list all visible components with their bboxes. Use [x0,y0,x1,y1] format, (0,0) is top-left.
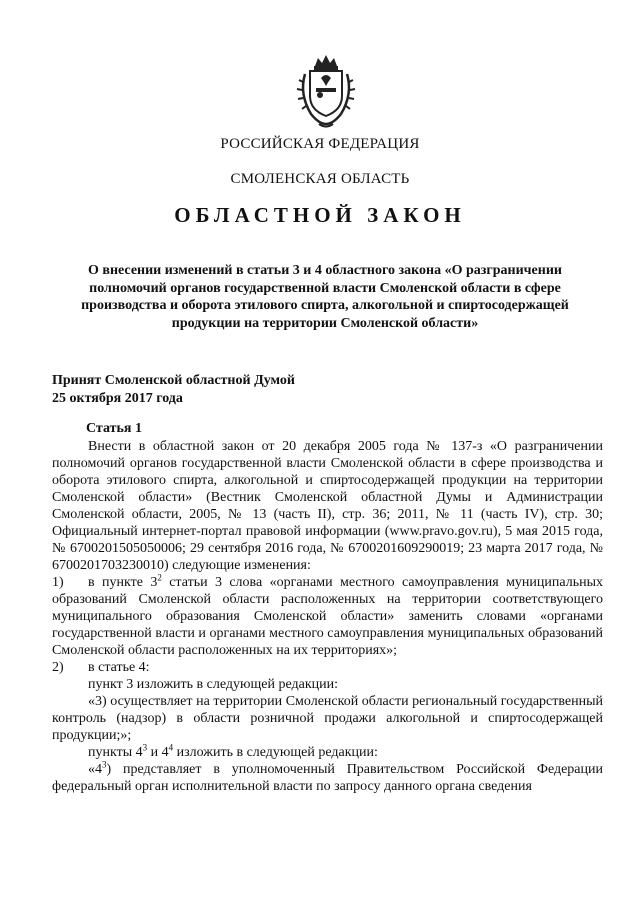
region-name: СМОЛЕНСКАЯ ОБЛАСТЬ [230,171,410,187]
sub-item: пункты $4^3$ и $4^4$ изложить в следующей редакции: [88,742,378,760]
adoption-date: 25 октября 2017 года [52,390,183,406]
article-body [52,438,603,795]
adoption-line-1: Принят Смоленской областной Думой [52,373,295,388]
law-title: О внесении изменений в статьи 3 и 4 областного закона «О разграничении полномочий органов государственной власти Смоленской области в сфере производства и оборота этилового спирта, алкогольной и спиртосодержащей продукции на территории Смоленской области» [81,263,569,331]
adoption-block [52,372,295,407]
article-heading: Статья 1 [86,421,142,436]
quoted-text: «$4^3$) представляет в уполномоченный Правительством Российской Федерации федеральный орган исполнительной власти по запросу данного органа сведения [52,759,603,794]
quoted-text: «3) осуществляет на территории Смоленской области региональный государственный контроль (надзор) в области розничной продажи алкогольной и спиртосодержащей продукции;»; [52,694,603,743]
item-number: 1) [52,575,64,590]
list-item: 2) в статье 4: [52,660,150,675]
coat-of-arms-icon [293,52,359,130]
sub-item: пункт 3 изложить в следующей редакции: [88,677,338,692]
article-intro: Внести в областной закон от 20 декабря 2005 года № 137-з «О разграничении полномочий органов государственной власти Смоленской области в сфере производства и оборота этилового спирта, алкогольной и спиртосодержащей продукции на территории Смоленской области» (Вестник Смоленской областной Думы и Администрации Смоленской области, 2005, № 13 (часть II), стр. 36; 2011, № 11 (часть IV), стр. 30; Официальный интернет-портал правовой информации (www.pravo.gov.ru), 5 мая 2015 года, № 6700201505050006; 29 сентября 2016 года, № 6700201609290019; 23 марта 2017 года, № 6700201703230010) следующие изменения: [52,439,603,573]
item-number: 2) [52,660,64,675]
country-name: РОССИЙСКАЯ ФЕДЕРАЦИЯ [220,136,420,152]
list-item: 1) в пункте $3^2$ статьи 3 слова «органами местного самоуправления муниципальных образований Смоленской области расположенных на территории соответствующего муниципального образования Смоленской области» заменить словами «органами государственной власти и органами местного самоуправления муниципальных образований Смоленской области расположенных на их территориях»; [52,572,604,658]
document-type: ОБЛАСТНОЙ ЗАКОН [174,203,466,227]
